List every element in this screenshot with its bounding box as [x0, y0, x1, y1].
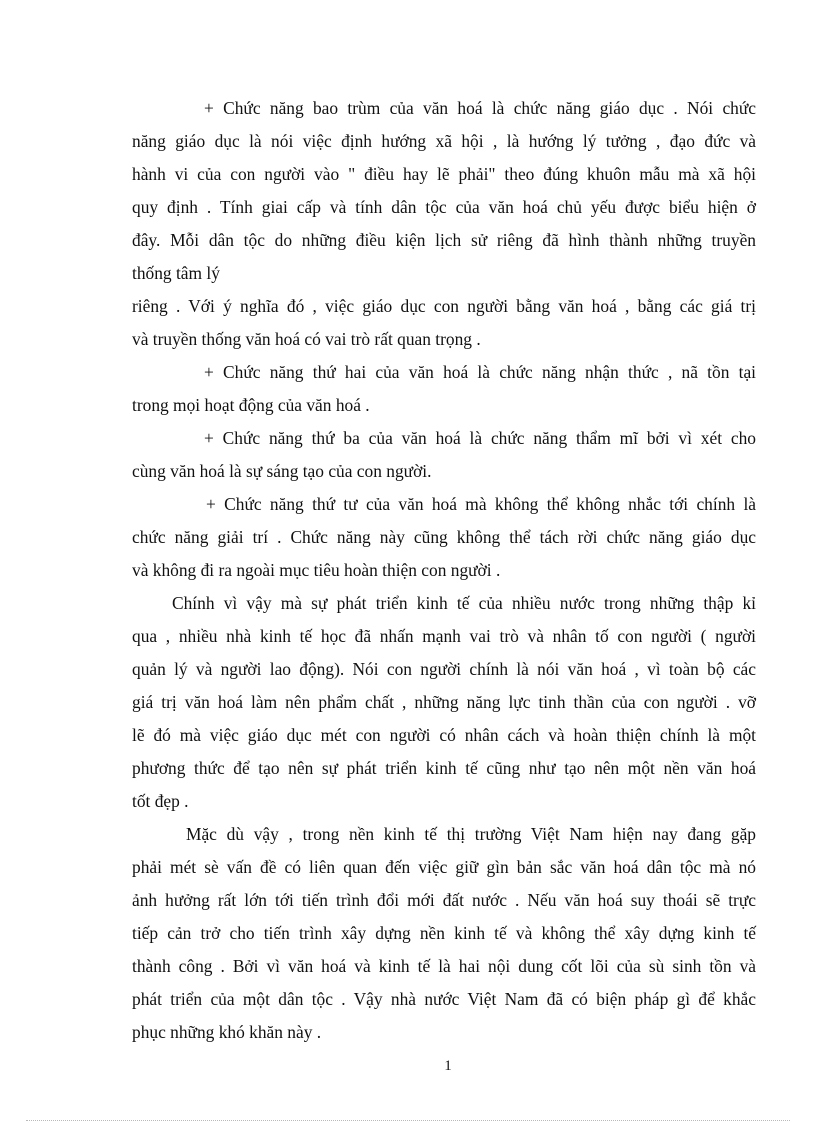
text-line: đây. Mỗi dân tộc do những điều kiện lịch sử riêng đã hình thành những truyền: [132, 230, 756, 250]
text-line: + Chức năng thứ hai của văn hoá là chức năng nhận thức , nã tồn tại: [204, 362, 756, 382]
text-line: và truyền thống văn hoá có vai trò rất quan trọng .: [132, 329, 481, 349]
text-line: năng giáo dục là nói việc định hướng xã hội , là hướng lý tưởng , đạo đức và: [132, 131, 756, 151]
text-line: + Chức năng thứ tư của văn hoá mà không thể không nhắc tới chính là: [206, 494, 756, 514]
text-line: tốt đẹp .: [132, 791, 189, 811]
text-line: thống tâm lý: [132, 263, 220, 283]
text-line: riêng . Với ý nghĩa đó , việc giáo dục con người bằng văn hoá , bằng các giá trị: [132, 296, 756, 316]
text-line: phương thức để tạo nên sự phát triển kinh tế cũng như tạo nên một nền văn hoá: [132, 758, 756, 778]
text-line: + Chức năng thứ ba của văn hoá là chức năng thẩm mĩ bởi vì xét cho: [204, 428, 756, 448]
text-line: thành công . Bởi vì văn hoá và kinh tế là hai nội dung cốt lõi của sù sinh tồn và: [132, 956, 756, 976]
text-line: và không đi ra ngoài mục tiêu hoàn thiện con người .: [132, 560, 501, 580]
text-line: quản lý và người lao động). Nói con người chính là nói văn hoá , vì toàn bộ các: [132, 659, 756, 679]
text-line: tiếp cản trở cho tiến trình xây dựng nền kinh tế và không thể xây dựng kinh tế: [132, 923, 756, 943]
text-line: giá trị văn hoá làm nên phẩm chất , những năng lực tinh thần của con người . vỡ: [132, 692, 756, 712]
text-line: trong mọi hoạt động của văn hoá .: [132, 395, 370, 415]
paragraph: [132, 356, 756, 422]
paragraph: [132, 587, 756, 818]
text-line: phải mét sè vấn đề có liên quan đến việc giữ gìn bản sắc văn hoá dân tộc mà nó: [132, 857, 756, 877]
text-line: cùng văn hoá là sự sáng tạo của con người.: [132, 461, 432, 481]
text-line: Chính vì vậy mà sự phát triển kinh tế của nhiều nước trong những thập kỉ: [172, 593, 756, 613]
paragraph: [132, 92, 756, 290]
page-number: 1: [444, 1058, 452, 1074]
text-line: quy định . Tính giai cấp và tính dân tộc của văn hoá chủ yếu được biểu hiện ở: [132, 197, 756, 217]
text-line: hành vi của con người vào " điều hay lẽ phải" theo đúng khuôn mẫu mà xã hội: [132, 164, 756, 184]
paragraph: [132, 488, 756, 587]
text-line: ảnh hưởng rất lớn tới tiến trình đổi mới đất nước . Nếu văn hoá suy thoái sẽ trực: [132, 890, 756, 910]
text-line: + Chức năng bao trùm của văn hoá là chức năng giáo dục . Nói chức: [204, 98, 756, 118]
document-body: [132, 92, 756, 1049]
text-line: Mặc dù vậy , trong nền kinh tế thị trường Việt Nam hiện nay đang gặp: [186, 824, 756, 844]
text-line: chức năng giải trí . Chức năng này cũng không thể tách rời chức năng giáo dục: [132, 527, 756, 547]
text-line: qua , nhiều nhà kinh tế học đã nhấn mạnh vai trò và nhân tố con người ( người: [132, 626, 756, 646]
paragraph: [132, 422, 756, 488]
text-line: phục những khó khăn này .: [132, 1022, 322, 1042]
text-line: lẽ đó mà việc giáo dục mét con người có nhân cách và hoàn thiện chính là một: [132, 725, 756, 745]
paragraph: [132, 818, 756, 1049]
page-bottom-dotted-rule: [26, 1120, 790, 1121]
text-line: phát triển của một dân tộc . Vậy nhà nước Việt Nam đã có biện pháp gì để khắc: [132, 989, 756, 1009]
paragraph: [132, 290, 756, 356]
